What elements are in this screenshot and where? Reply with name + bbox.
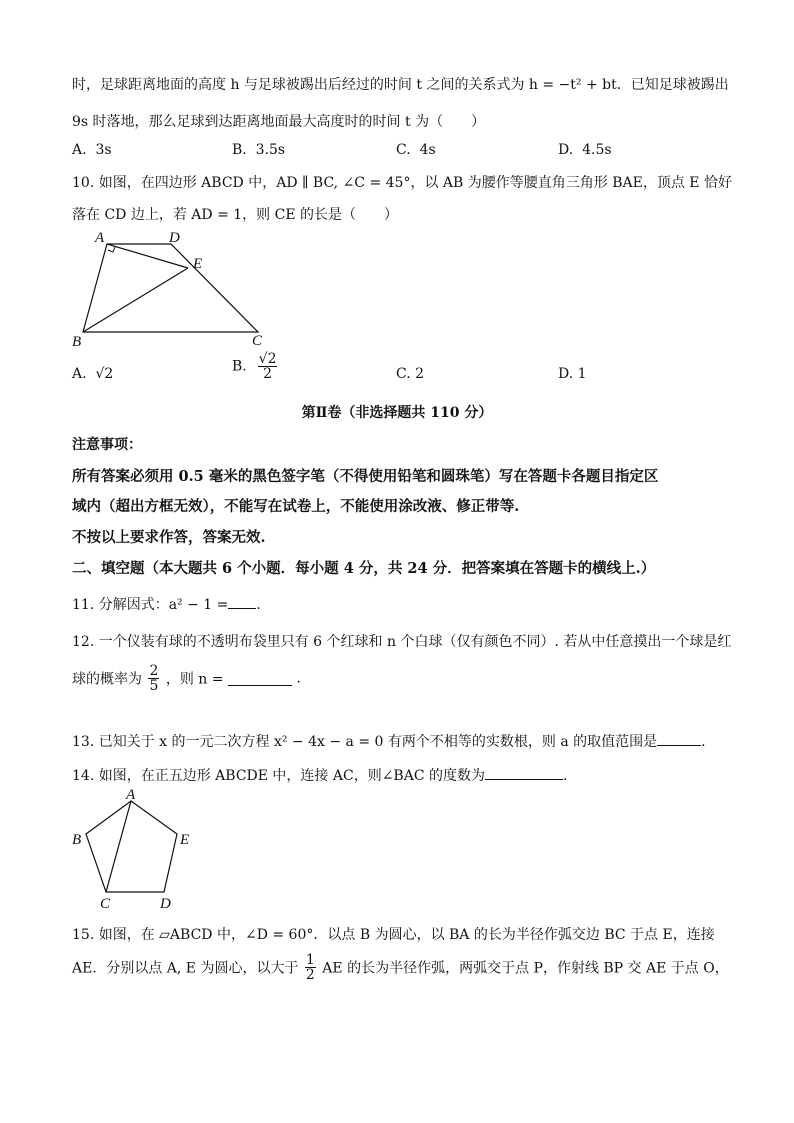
q10-figure	[66, 226, 286, 350]
q14-label-c: C	[100, 896, 111, 912]
q14-figure	[66, 788, 206, 912]
q14-label-d: D	[160, 896, 171, 912]
q15-line1: 15. 如图，在 ▱ABCD 中，∠D = 60°．以点 B 为圆心，以 BA 的长为半径作弧交边 BC 于点 E，连接	[72, 927, 715, 943]
q10-quadrilateral	[83, 244, 258, 332]
q10-option-b: B. $\frac{√2}{2}$	[232, 351, 277, 382]
q11-answer-blank	[228, 594, 256, 609]
q13-answer-blank	[657, 731, 701, 746]
q9-option-b: B. 3.5s	[232, 142, 286, 158]
q9-line1: 时，足球距离地面的高度 h 与足球被踢出后经过的时间 t 之间的关系式为 h = −t² + bt．已知足球被踢出	[72, 77, 729, 93]
q14-label-a: A	[126, 788, 136, 803]
q14: 14. 如图，在正五边形 ABCDE 中，连接 AC，则∠BAC 的度数为 .	[72, 765, 567, 785]
q14-answer-blank	[485, 765, 563, 780]
section2-title: 第Ⅱ卷（非选择题共 110 分）	[301, 405, 493, 421]
q12-line2: 球的概率为 $\frac{2}{5}$ ，则 n = .	[72, 663, 301, 694]
notice-line2: 域内（超出方框无效），不能写在试卷上，不能使用涂改液、修正带等.	[72, 498, 520, 515]
q9-option-a: A. 3s	[72, 142, 112, 158]
q10-line2: 落在 CD 边上，若 AD = 1，则 CE 的长是（ ）	[72, 207, 398, 223]
q9-option-c: C. 4s	[396, 142, 436, 158]
part2-title: 二、填空题（本大题共 6 个小题．每小题 4 分，共 24 分．把答案填在答题卡的横线上.）	[72, 560, 656, 577]
q12-answer-blank	[228, 671, 292, 686]
q10-label-b: B	[72, 334, 82, 350]
notice-line1: 所有答案必须用 0.5 毫米的黑色签字笔（不得使用铅笔和圆珠笔）写在答题卡各题目指定区	[72, 468, 659, 485]
q14-label-e: E	[180, 832, 190, 848]
q9-option-d: D. 4.5s	[558, 142, 612, 158]
q14-label-b: B	[72, 832, 82, 848]
q10-option-a: A. √2	[72, 366, 114, 382]
q10-label-a: A	[95, 230, 105, 246]
q14-pentagon	[86, 801, 177, 892]
q10-option-c: C. 2	[396, 366, 425, 382]
q12-line1: 12. 一个仪装有球的不透明布袋里只有 6 个红球和 n 个白球（仅有颜色不同）. 若从中任意摸出一个球是红	[72, 634, 732, 650]
q10-line1: 10. 如图，在四边形 ABCD 中，AD ∥ BC, ∠C = 45°，以 AB 为腰作等腰直角三角形 BAE，顶点 E 恰好	[72, 175, 732, 191]
q10-option-d: D. 1	[558, 366, 587, 382]
q10-label-d: D	[169, 230, 180, 246]
q10-segment-be	[83, 268, 188, 332]
notice-line3: 不按以上要求作答，答案无效.	[72, 529, 266, 546]
q14-diagonal-ac	[106, 801, 131, 892]
q10-segment-ae	[107, 244, 188, 268]
q10-right-angle-mark	[108, 247, 115, 252]
q13: 13. 已知关于 x 的一元二次方程 x² − 4x − a = 0 有两个不相等的实数根，则 a 的取值范围是 .	[72, 731, 706, 751]
q10-label-e: E	[193, 256, 203, 272]
notice-title: 注意事项：	[72, 437, 142, 453]
q15-line2: AE．分别以点 A, E 为圆心，以大于 $\frac{1}{2}$ AE 的长为半径作弧，两弧交于点 P，作射线 BP 交 AE 于点 O，	[72, 952, 729, 983]
q9-line2: 9s 时落地，那么足球到达距离地面最大高度时的时间 t 为（ ）	[72, 114, 486, 130]
q11: 11. 分解因式：a² − 1 = .	[72, 594, 261, 614]
q10-label-c: C	[252, 333, 263, 349]
